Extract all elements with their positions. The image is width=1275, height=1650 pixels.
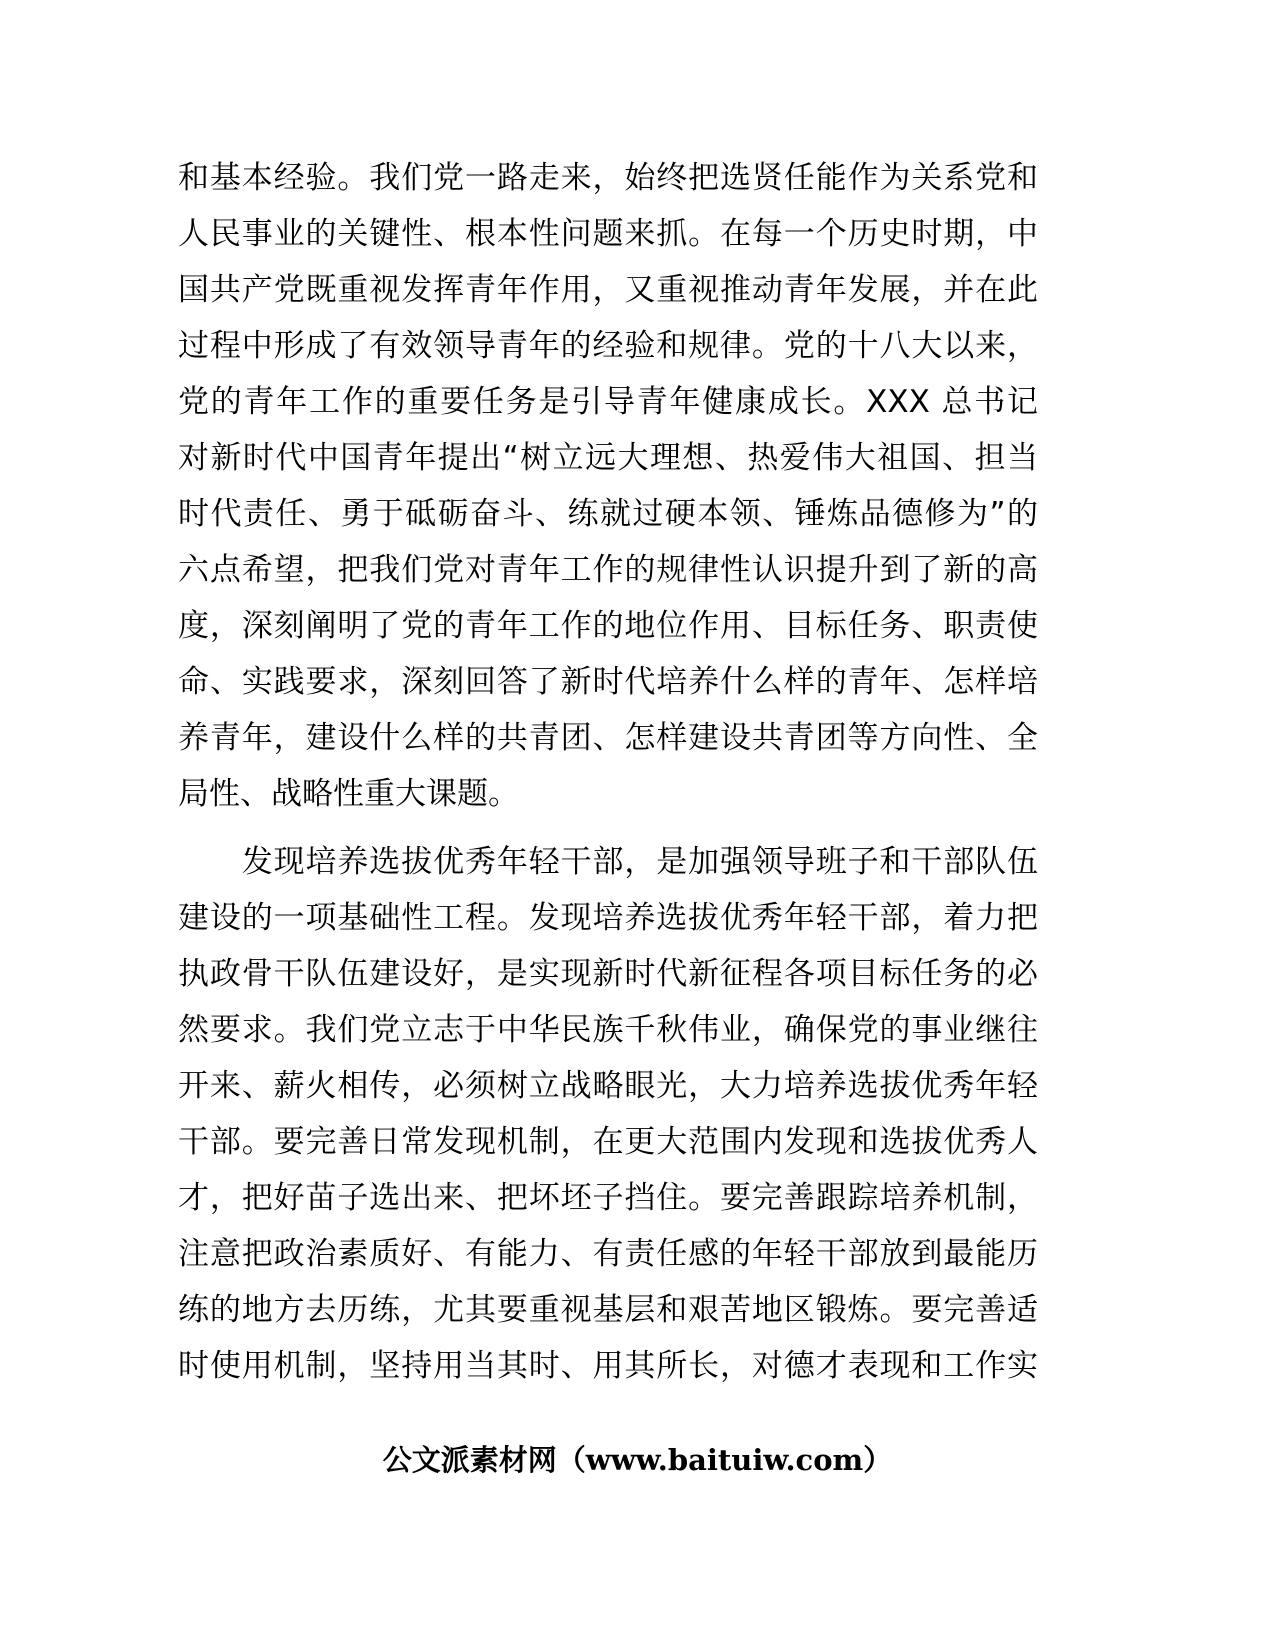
text-line: 六点希望，把我们党对青年工作的规律性认识提升到了新的高 bbox=[178, 552, 1038, 588]
text-line: 才，把好苗子选出来、把坏坯子挡住。要完善跟踪培养机制， bbox=[178, 1180, 1038, 1216]
text-line: 过程中形成了有效领导青年的经验和规律。党的十八大以来， bbox=[178, 328, 1038, 364]
paragraph-2 bbox=[178, 834, 1038, 1394]
text-line: 发现培养选拔优秀年轻干部，是加强领导班子和干部队伍 bbox=[178, 844, 1038, 880]
text-line: 开来、薪火相传，必须树立战略眼光，大力培养选拔优秀年轻 bbox=[178, 1068, 1038, 1104]
text-line: 时代责任、勇于砥砺奋斗、练就过硬本领、锤炼品德修为”的 bbox=[178, 496, 1038, 532]
text-line: 然要求。我们党立志于中华民族千秋伟业，确保党的事业继往 bbox=[178, 1012, 1038, 1048]
text-line: 党的青年工作的重要任务是引导青年健康成长。XXX 总书记 bbox=[178, 384, 1038, 420]
text-line: 建设的一项基础性工程。发现培养选拔优秀年轻干部，着力把 bbox=[178, 900, 1038, 936]
text-line: 执政骨干队伍建设好，是实现新时代新征程各项目标任务的必 bbox=[178, 956, 1038, 992]
page-footer: 公文派素材网（www.baituiw.com） bbox=[382, 1443, 893, 1477]
paragraph-spacer bbox=[178, 822, 1038, 834]
text-line: 干部。要完善日常发现机制，在更大范围内发现和选拔优秀人 bbox=[178, 1124, 1038, 1160]
text-line: 对新时代中国青年提出“树立远大理想、热爱伟大祖国、担当 bbox=[178, 440, 1038, 476]
text-line: 度，深刻阐明了党的青年工作的地位作用、目标任务、职责使 bbox=[178, 608, 1038, 644]
text-line: 命、实践要求，深刻回答了新时代培养什么样的青年、怎样培 bbox=[178, 664, 1038, 700]
document-body bbox=[178, 150, 1038, 1394]
text-line: 时使用机制，坚持用当其时、用其所长，对德才表现和工作实 bbox=[178, 1348, 1038, 1384]
text-line: 注意把政治素质好、有能力、有责任感的年轻干部放到最能历 bbox=[178, 1236, 1038, 1272]
text-line: 练的地方去历练，尤其要重视基层和艰苦地区锻炼。要完善适 bbox=[178, 1292, 1038, 1328]
text-line: 人民事业的关键性、根本性问题来抓。在每一个历史时期，中 bbox=[178, 216, 1038, 252]
text-line: 局性、战略性重大课题。 bbox=[178, 776, 519, 812]
paragraph-1 bbox=[178, 150, 1038, 822]
text-line: 和基本经验。我们党一路走来，始终把选贤任能作为关系党和 bbox=[178, 160, 1038, 196]
text-line: 养青年，建设什么样的共青团、怎样建设共青团等方向性、全 bbox=[178, 720, 1038, 756]
text-line: 国共产党既重视发挥青年作用，又重视推动青年发展，并在此 bbox=[178, 272, 1038, 308]
